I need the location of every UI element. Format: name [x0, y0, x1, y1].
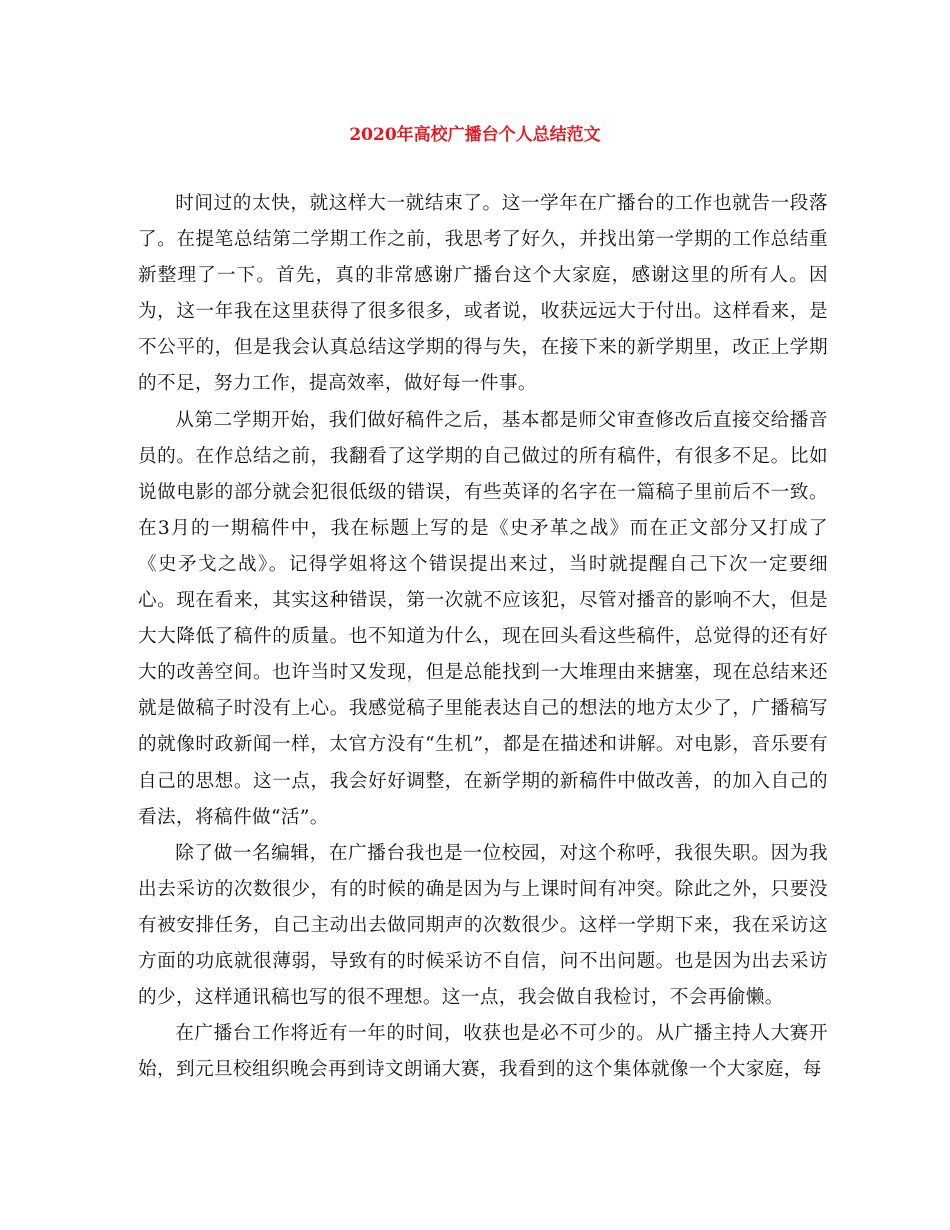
- paragraph-4: 在广播台工作将近有一年的时间，收获也是必不可少的。从广播主持人大赛开始，到元旦校组织晚会再到诗文朗诵大赛，我看到的这个集体就像一个大家庭，每: [138, 1023, 828, 1081]
- paragraph-2: 从第二学期开始，我们做好稿件之后，基本都是师父审查修改后直接交给播音员的。在作总结之前，我翻看了这学期的自己做过的所有稿件，有很多不足。比如说做电影的部分就会犯很低级的错误，有些英译的名字在一篇稿子里前后不一致。在3月的一期稿件中，我在标题上写的是《史矛革之战》而在正文部分又打成了《史矛戈之战》。记得学姐将这个错误提出来过，当时就提醒自己下次一定要细心。现在看来，其实这种错误，第一次就不应该犯，尽管对播音的影响不大，但是大大降低了稿件的质量。也不知道为什么，现在回头看这些稿件，总觉得的还有好大的改善空间。也许当时又发现，但是总能找到一大堆理由来搪塞，现在总结来还就是做稿子时没有上心。我感觉稿子里能表达自己的想法的地方太少了，广播稿写的就像时政新闻一样，太官方没有“生机”，都是在描述和讲解。对电影，音乐要有自己的思想。这一点，我会好好调整，在新学期的新稿件中做改善，的加入自己的看法，将稿件做“活”。: [138, 409, 828, 828]
- paragraph-1: 时间过的太快，就这样大一就结束了。这一学年在广播台的工作也就告一段落了。在提笔总结第二学期工作之前，我思考了好久，并找出第一学期的工作总结重新整理了一下。首先，真的非常感谢广播台这个大家庭，感谢这里的所有人。因为，这一年我在这里获得了很多很多，或者说，收获远远大于付出。这样看来，是不公平的，但是我会认真总结这学期的得与失，在接下来的新学期里，改正上学期的不足，努力工作，提高效率，做好每一件事。: [138, 193, 828, 395]
- document-title: 2020年高校广播台个人总结范文: [349, 125, 601, 145]
- paragraph-3: 除了做一名编辑，在广播台我也是一位校园，对这个称呼，我很失职。因为我出去采访的次数很少，有的时候的确是因为与上课时间有冲突。除此之外，只要没有被安排任务，自己主动出去做同期声的次数很少。这样一学期下来，我在采访这方面的功底就很薄弱，导致有的时候采访不自信，问不出问题。也是因为出去采访的少，这样通讯稿也写的很不理想。这一点，我会做自我检讨，不会再偷懒。: [138, 842, 828, 1009]
- document-body: [138, 186, 828, 1088]
